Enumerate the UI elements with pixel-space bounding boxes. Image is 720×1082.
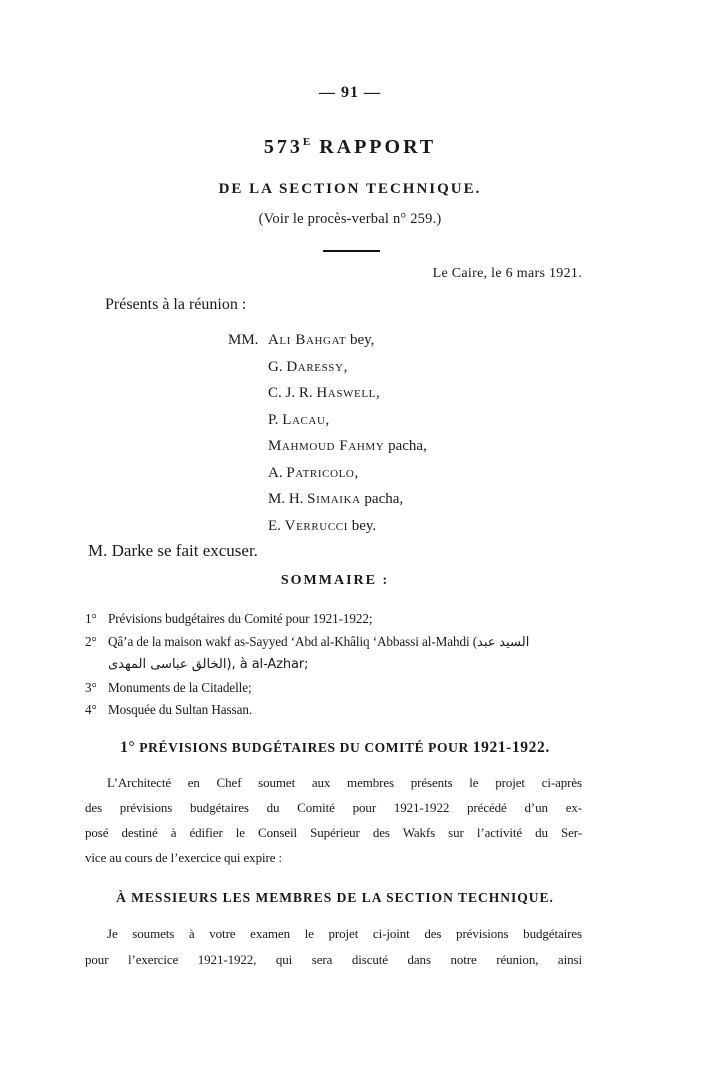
- attendee-tail: ,: [354, 464, 359, 481]
- attendee-name: Patricolo: [286, 464, 355, 481]
- attendee-name: Haswell: [316, 385, 376, 401]
- attendee-lead: C. J. R.: [268, 385, 317, 401]
- sommaire-item-number: 4°: [85, 702, 97, 718]
- attendee-row: [228, 513, 427, 540]
- sommaire-item-3: [85, 677, 582, 700]
- attendee-lead: G.: [268, 358, 287, 375]
- attendee-name: Verrucci: [284, 517, 348, 534]
- report-word: RAPPORT: [319, 136, 437, 158]
- attendee-lead: M. H.: [268, 491, 308, 507]
- attendee-name: Lacau: [282, 411, 326, 428]
- attendee-name: Simaika: [307, 491, 361, 507]
- attendee-row: [228, 433, 427, 460]
- sommaire-item-text: Mosquée du Sultan Hassan.: [108, 702, 253, 718]
- attendee-tail: ,: [376, 385, 380, 401]
- section-heading-text: PRÉVISIONS BUDGÉTAIRES DU COMITÉ POUR: [139, 740, 469, 755]
- address-heading: À MESSIEURS LES MEMBRES DE LA SECTION TECHNIQUE.: [116, 890, 554, 905]
- sommaire-item-number: 2°: [85, 633, 97, 649]
- attendee-lead: A.: [268, 464, 287, 481]
- section-heading: [85, 739, 585, 757]
- paragraph-2: [85, 921, 582, 972]
- attendee-tail: bey,: [346, 332, 375, 348]
- attendee-lead: P.: [268, 411, 283, 428]
- paragraph-line: vice au cours de l’exercice qui expire :: [85, 850, 283, 865]
- attendee-row: [228, 380, 427, 407]
- attendee-name: Ali Bahgat: [268, 332, 347, 348]
- reference-note: (Voir le procès-verbal n° 259.): [258, 211, 442, 227]
- attendee-lead: E.: [268, 517, 285, 534]
- attendee-row: [228, 486, 427, 513]
- attendee-row: [228, 354, 427, 381]
- page-number: — 91 —: [319, 84, 381, 101]
- report-subtitle: DE LA SECTION TECHNIQUE.: [218, 181, 482, 197]
- attendee-prefix: MM.: [228, 332, 259, 348]
- sommaire-item-1: [85, 608, 582, 631]
- paragraph-line: des prévisions budgétaires du Comité pour 1921-1922 précédé d’un ex-: [85, 800, 582, 815]
- attendee-row: [228, 460, 427, 487]
- sommaire-list: [85, 608, 582, 722]
- report-title: [85, 136, 615, 159]
- attendee-list: [228, 327, 427, 539]
- dateline: Le Caire, le 6 mars 1921.: [432, 266, 582, 281]
- sommaire-item-text: Monuments de la Citadelle;: [108, 679, 252, 695]
- sommaire-item-text: Prévisions budgétaires du Comité pour 1921-1922;: [108, 611, 373, 626]
- attendee-name: Mahmoud Fahmy: [268, 438, 385, 454]
- sommaire-item-2-continuation: [85, 653, 582, 677]
- paragraph-line: Je soumets à votre examen le projet ci-joint des prévisions budgétaires: [107, 926, 582, 941]
- paragraph-line: posé destiné à édifier le Conseil Supérieur des Wakfs sur l’activité du Ser-: [85, 825, 582, 840]
- paragraph-line: pour l’exercice 1921-1922, qui sera discuté dans notre réunion, ainsi: [85, 951, 582, 967]
- sommaire-item-number: 3°: [85, 679, 97, 695]
- attendee-name: Daressy: [286, 358, 344, 375]
- attendee-tail: pacha,: [360, 491, 404, 507]
- report-number: 573: [263, 136, 303, 158]
- attendee-tail: ,: [325, 411, 330, 428]
- attendee-tail: bey.: [347, 517, 377, 534]
- sommaire-item-4: [85, 699, 582, 722]
- excused-note: M. Darke se fait excuser.: [88, 541, 258, 560]
- report-ordinal: E: [302, 136, 312, 148]
- arabic-inset-text: الخالق عباسى المهدى), à al-Azhar;: [108, 657, 309, 673]
- paragraph-1: [85, 770, 582, 870]
- sommaire-item-2: [85, 631, 582, 654]
- divider-rule: [323, 250, 380, 252]
- attendee-tail: pacha,: [384, 438, 427, 454]
- attendee-row: [228, 407, 427, 434]
- sommaire-title: SOMMAIRE :: [280, 573, 390, 588]
- sommaire-item-text: Qâ’a de la maison wakf as-Sayyed ‘Abd al-Khâliq ‘Abbassi al-Mahdi (السيد عبد: [108, 633, 530, 649]
- attendance-intro: Présents à la réunion :: [105, 296, 247, 313]
- attendee-row: [228, 327, 427, 354]
- attendee-tail: ,: [343, 358, 348, 375]
- sommaire-item-number: 1°: [85, 611, 97, 626]
- section-heading-number: 1°: [120, 739, 136, 756]
- paragraph-line: L’Architecté en Chef soumet aux membres présents le projet ci-après: [107, 775, 582, 790]
- section-heading-years: 1921-1922.: [472, 739, 550, 756]
